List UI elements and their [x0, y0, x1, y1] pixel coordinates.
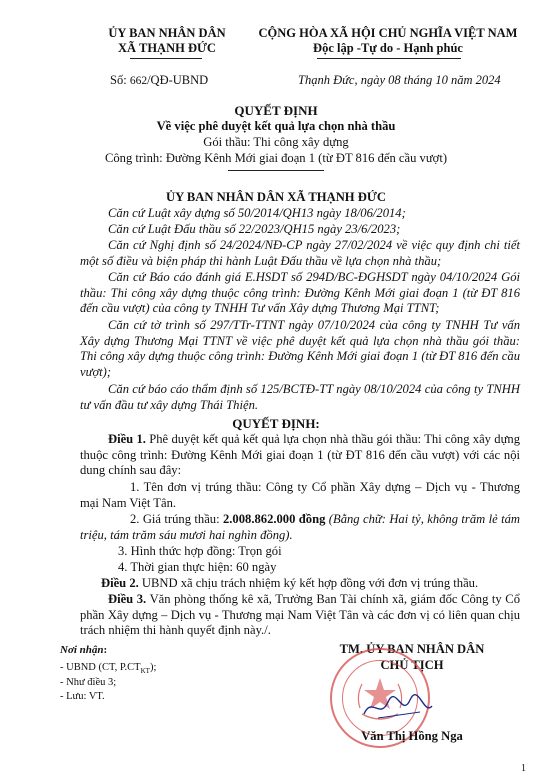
doc-number-suffix: /QĐ-UBND	[147, 73, 209, 87]
recipients-label-colon: :	[103, 644, 108, 656]
issuer-underline	[130, 58, 202, 59]
item-2-prefix: 2. Giá trúng thầu:	[130, 512, 223, 526]
basis-1-text: Căn cứ Luật xây dựng số 50/2014/QH13 ngày 18/06/2014;	[108, 206, 406, 220]
doc-number-value: 662	[129, 75, 148, 87]
item-2-words: (Bằng chữ: Hai tỷ, không trăm lẻ tám triệu, tám trăm sáu mươi hai nghìn đồng).	[80, 512, 520, 542]
article-2-label: Điều 2.	[101, 576, 139, 590]
basis-6: Căn cứ báo cáo thẩm định số 125/BCTĐ-TT ngày 08/10/2024 của công ty TNHH tư vấn đầu tư xây dựng Thái Thiện.	[80, 382, 520, 412]
motto-underline	[317, 58, 461, 59]
recipient-1-end: );	[149, 662, 157, 673]
recipient-1-text: - UBND (CT, P.CT	[60, 662, 141, 673]
decision-heading: QUYẾT ĐỊNH	[234, 103, 318, 118]
recipients-label-text: Nơi nhận	[60, 644, 104, 656]
document-date: Thạnh Đức, ngày 08 tháng 10 năm 2024	[298, 73, 501, 87]
article-1-item-4: 4. Thời gian thực hiện: 60 ngày	[118, 560, 277, 574]
article-1-item-3: 3. Hình thức hợp đồng: Trọn gói	[118, 544, 282, 558]
signature-title: CHỦ TỊCH	[380, 658, 444, 672]
package-line: Gói thầu: Thi công xây dựng	[203, 135, 349, 149]
article-2-text: UBND xã chịu trách nhiệm ký kết hợp đồng với đơn vị trúng thầu.	[138, 576, 479, 590]
basis-5: Căn cứ tờ trình số 297/TTr-TTNT ngày 07/10/2024 của công ty TNHH Tư vấn Xây dựng Thương Mại TTNT về việc phê duyệt kết quả lựa chọn nhà thầu gói thầu: Thi công xây dựng thuộc công trình: Đường Kênh Mới giai đoạn 1 (từ ĐT 816 đến cầu vượt);	[80, 318, 520, 379]
recipient-1-sub: KT	[140, 667, 150, 676]
decision-subheading: QUYẾT ĐỊNH:	[232, 416, 320, 431]
article-3-label: Điều 3.	[108, 592, 147, 606]
basis-2-text: Căn cứ Luật Đấu thầu số 22/2023/QH15 ngày 23/6/2023;	[108, 222, 401, 236]
page-number: 1	[521, 763, 526, 774]
article-1-item-2	[80, 512, 520, 543]
article-1-text: Phê duyệt kết quả kết quả lựa chọn nhà thầu gói thầu: Thi công xây dựng thuộc công trình: Đường Kênh Mới giai đoạn 1 (từ ĐT 816 đến cầu vượt) với các nội dung chính sau đây:	[80, 432, 520, 478]
recipients-label	[60, 644, 107, 656]
national-motto: Độc lập -Tự do - Hạnh phúc	[313, 41, 463, 55]
article-1-label: Điều 1.	[108, 432, 146, 446]
basis-2	[80, 222, 520, 238]
article-3	[80, 592, 520, 639]
item-2-amount: 2.008.862.000 đồng	[222, 512, 326, 526]
handwritten-signature	[358, 690, 438, 726]
title-underline	[228, 170, 324, 171]
article-1	[80, 432, 520, 479]
article-3-text: Văn phòng thống kê xã, Trưởng Ban Tài chính xã, giám đốc Công ty Cổ phần Xây dựng – Dịch vụ - Thương mại Nam Việt Tân và các đơn vị có liên quan chịu trách nhiệm thi hành quyết định này./.	[80, 592, 521, 638]
article-1-item-1: 1. Tên đơn vị trúng thầu: Công ty Cổ phần Xây dựng – Dịch vụ - Thương mại Nam Việt Tân.	[80, 480, 520, 510]
article-2	[101, 576, 478, 592]
authority-heading: ỦY BAN NHÂN DÂN XÃ THẠNH ĐỨC	[166, 190, 386, 204]
basis-1	[80, 206, 520, 222]
signature-on-behalf: TM. ỦY BAN NHÂN DÂN	[339, 642, 485, 656]
recipient-3: - Lưu: VT.	[60, 691, 105, 702]
national-title: CỘNG HÒA XÃ HỘI CHỦ NGHĨA VIỆT NAM	[258, 26, 518, 40]
decision-subject: Về việc phê duyệt kết quả lựa chọn nhà thầu	[156, 119, 396, 133]
basis-4: Căn cứ Báo cáo đánh giá E.HSDT số 294D/BC-ĐGHSDT ngày 04/10/2024 Gói thầu: Thi công xây dựng thuộc công trình: Đường Kênh Mới giai đoạn 1 (từ ĐT 816 đến cầu vượt) của công ty TNHH Tư vấn Xây dựng Thương Mại TTNT;	[80, 270, 520, 316]
project-line: Công trình: Đường Kênh Mới giai đoạn 1 (từ ĐT 816 đến cầu vượt)	[104, 151, 448, 165]
signer-name: Văn Thị Hồng Nga	[361, 729, 463, 743]
issuer-name-line2: XÃ THẠNH ĐỨC	[118, 41, 216, 55]
doc-number-prefix: Số:	[110, 73, 127, 87]
document-number	[110, 73, 208, 89]
issuer-name-line1: ỦY BAN NHÂN DÂN	[108, 26, 226, 40]
recipient-2: - Như điều 3;	[60, 677, 117, 688]
basis-3: Căn cứ Nghị định số 24/2024/NĐ-CP ngày 27/02/2024 về việc quy định chi tiết một số điều và biện pháp thi hành Luật Đấu thầu về lựa chọn nhà thầu;	[80, 238, 520, 268]
